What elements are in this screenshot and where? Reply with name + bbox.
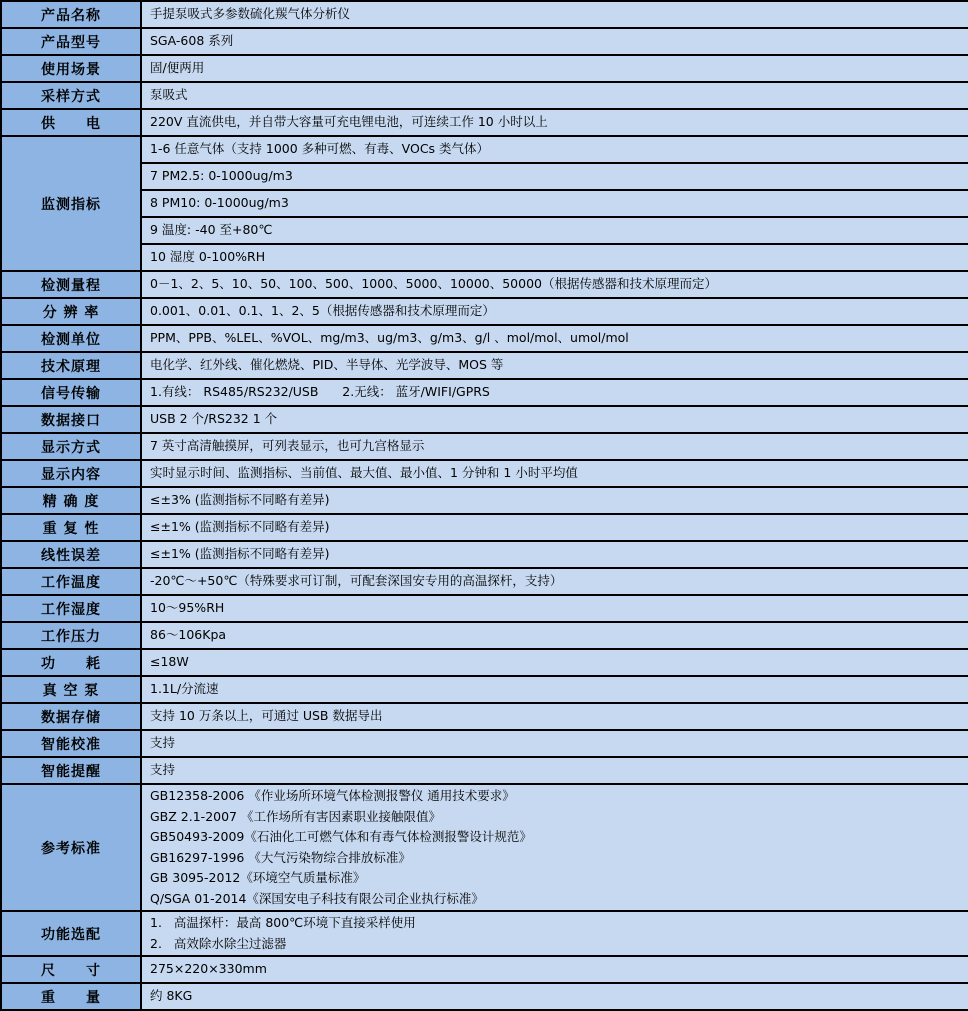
spec-row	[1, 784, 968, 911]
spec-value: 0－1、2、5、10、50、100、500、1000、5000、10000、50000（根据传感器和技术原理而定）	[141, 271, 968, 298]
spec-row	[1, 622, 968, 649]
spec-value: 支持	[141, 730, 968, 757]
spec-label: 参考标准	[1, 784, 141, 911]
spec-value: 7 PM2.5: 0-1000ug/m3	[141, 163, 968, 190]
spec-value-line: GB50493-2009《石油化工可燃气体和有毒气体检测报警设计规范》	[150, 829, 532, 844]
spec-label: 信号传输	[1, 379, 141, 406]
spec-value-line: 1. 高温探杆：最高 800℃环境下直接采样使用	[150, 915, 416, 930]
spec-label: 检测量程	[1, 271, 141, 298]
spec-value-line: GB12358-2006 《作业场所环境气体检测报警仪 通用技术要求》	[150, 788, 515, 803]
spec-row	[1, 595, 968, 622]
spec-label: 工作湿度	[1, 595, 141, 622]
spec-label: 数据接口	[1, 406, 141, 433]
spec-label: 数据存储	[1, 703, 141, 730]
spec-row	[1, 514, 968, 541]
spec-row	[1, 568, 968, 595]
spec-value-line: 2. 高效除水除尘过滤器	[150, 935, 287, 951]
spec-value-line: GB 3095-2012《环境空气质量标准》	[150, 870, 366, 885]
spec-value: 实时显示时间、监测指标、当前值、最大值、最小值、1 分钟和 1 小时平均值	[141, 460, 968, 487]
spec-label: 显示方式	[1, 433, 141, 460]
spec-row	[1, 956, 968, 983]
spec-row	[1, 433, 968, 460]
spec-label: 智能提醒	[1, 757, 141, 784]
spec-value: ≤±3% (监测指标不同略有差异)	[141, 487, 968, 514]
spec-value: 手提泵吸式多参数硫化羰气体分析仪	[141, 1, 968, 28]
spec-label: 产品型号	[1, 28, 141, 55]
spec-value: 10 湿度 0-100%RH	[141, 244, 968, 271]
spec-row	[1, 757, 968, 784]
spec-row	[1, 55, 968, 82]
spec-value: 10～95%RH	[141, 595, 968, 622]
spec-label: 监测指标	[1, 136, 141, 271]
spec-label: 重 量	[1, 983, 141, 1010]
spec-value: 泵吸式	[141, 82, 968, 109]
spec-label: 精 确 度	[1, 487, 141, 514]
spec-row	[1, 298, 968, 325]
spec-row	[1, 460, 968, 487]
spec-value-line: Q/SGA 01-2014《深国安电子科技有限公司企业执行标准》	[150, 890, 484, 906]
spec-label: 功能选配	[1, 911, 141, 956]
spec-label: 供 电	[1, 109, 141, 136]
spec-value: ≤18W	[141, 649, 968, 676]
spec-row	[1, 217, 968, 244]
spec-value: 7 英寸高清触摸屏，可列表显示，也可九宫格显示	[141, 433, 968, 460]
spec-row	[1, 487, 968, 514]
spec-value: 支持	[141, 757, 968, 784]
spec-label: 显示内容	[1, 460, 141, 487]
spec-label: 使用场景	[1, 55, 141, 82]
spec-label: 工作温度	[1, 568, 141, 595]
spec-row	[1, 676, 968, 703]
spec-value	[141, 911, 968, 956]
spec-label: 真 空 泵	[1, 676, 141, 703]
spec-row	[1, 911, 968, 956]
spec-value: ≤±1% (监测指标不同略有差异)	[141, 514, 968, 541]
spec-label: 采样方式	[1, 82, 141, 109]
spec-row	[1, 1, 968, 28]
spec-value-line: GB16297-1996 《大气污染物综合排放标准》	[150, 849, 411, 865]
spec-row	[1, 28, 968, 55]
spec-value: USB 2 个/RS232 1 个	[141, 406, 968, 433]
spec-row	[1, 163, 968, 190]
spec-row	[1, 136, 968, 163]
spec-label: 分 辨 率	[1, 298, 141, 325]
spec-value: 1-6 任意气体（支持 1000 多种可燃、有毒、VOCs 类气体）	[141, 136, 968, 163]
spec-row	[1, 109, 968, 136]
spec-value: 约 8KG	[141, 983, 968, 1010]
spec-row	[1, 271, 968, 298]
spec-table-body	[1, 1, 968, 1010]
spec-row	[1, 82, 968, 109]
spec-value: 86～106Kpa	[141, 622, 968, 649]
spec-value: 275×220×330mm	[141, 956, 968, 983]
spec-row	[1, 244, 968, 271]
spec-row	[1, 983, 968, 1010]
spec-row	[1, 406, 968, 433]
spec-value: -20℃～+50℃（特殊要求可订制，可配套深国安专用的高温探杆，支持）	[141, 568, 968, 595]
spec-value: ≤±1% (监测指标不同略有差异)	[141, 541, 968, 568]
spec-label: 尺 寸	[1, 956, 141, 983]
spec-label: 检测单位	[1, 325, 141, 352]
spec-label: 重 复 性	[1, 514, 141, 541]
spec-value: 电化学、红外线、催化燃烧、PID、半导体、光学波导、MOS 等	[141, 352, 968, 379]
spec-label: 产品名称	[1, 1, 141, 28]
spec-value-line: GBZ 2.1-2007 《工作场所有害因素职业接触限值》	[150, 808, 441, 824]
spec-row	[1, 352, 968, 379]
spec-value: 8 PM10: 0-1000ug/m3	[141, 190, 968, 217]
spec-label: 功 耗	[1, 649, 141, 676]
spec-row	[1, 325, 968, 352]
spec-value: 支持 10 万条以上，可通过 USB 数据导出	[141, 703, 968, 730]
spec-value: 1.有线： RS485/RS232/USB 2.无线： 蓝牙/WIFI/GPRS	[141, 379, 968, 406]
spec-value: 9 温度: -40 至+80℃	[141, 217, 968, 244]
spec-row	[1, 649, 968, 676]
spec-label: 线性误差	[1, 541, 141, 568]
spec-value: SGA-608 系列	[141, 28, 968, 55]
spec-value: PPM、PPB、%LEL、%VOL、mg/m3、ug/m3、g/m3、g/l 、mol/mol、umol/mol	[141, 325, 968, 352]
spec-row	[1, 379, 968, 406]
spec-value: 固/便两用	[141, 55, 968, 82]
spec-row	[1, 703, 968, 730]
spec-row	[1, 190, 968, 217]
spec-value	[141, 784, 968, 911]
spec-value: 1.1L/分流速	[141, 676, 968, 703]
spec-value: 220V 直流供电，并自带大容量可充电锂电池，可连续工作 10 小时以上	[141, 109, 968, 136]
spec-label: 技术原理	[1, 352, 141, 379]
spec-value: 0.001、0.01、0.1、1、2、5（根据传感器和技术原理而定）	[141, 298, 968, 325]
spec-row	[1, 730, 968, 757]
spec-row	[1, 541, 968, 568]
spec-label: 工作压力	[1, 622, 141, 649]
spec-label: 智能校准	[1, 730, 141, 757]
